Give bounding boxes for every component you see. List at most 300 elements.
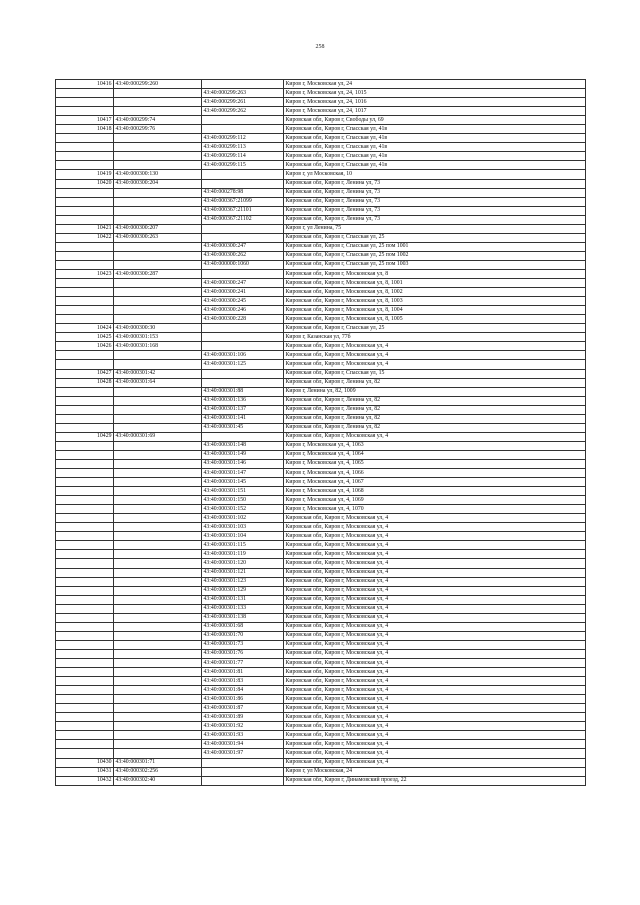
row-number <box>56 414 114 423</box>
table-row <box>56 686 586 695</box>
table-row <box>56 568 586 577</box>
table-row <box>56 396 586 405</box>
row-number <box>56 215 114 224</box>
sub-cadastral-number: 43:40:000299:113 <box>202 143 284 152</box>
address: Кировская обл, Киров г, Спасская ул, 41в <box>284 125 586 134</box>
cadastral-number: 43:40:000301:64 <box>114 378 202 387</box>
row-number <box>56 405 114 414</box>
row-number <box>56 595 114 604</box>
sub-cadastral-number: 43:40:000301:94 <box>202 740 284 749</box>
row-number <box>56 541 114 550</box>
cadastral-number <box>114 360 202 369</box>
row-number: 10417 <box>56 116 114 125</box>
cadastral-number: 43:40:000299:74 <box>114 116 202 125</box>
row-number: 10418 <box>56 125 114 134</box>
table-row <box>56 80 586 89</box>
table-row <box>56 459 586 468</box>
sub-cadastral-number: 43:40:000301:87 <box>202 704 284 713</box>
table-row <box>56 722 586 731</box>
row-number <box>56 640 114 649</box>
row-number <box>56 659 114 668</box>
row-number <box>56 505 114 514</box>
row-number: 10423 <box>56 269 114 278</box>
row-number: 10427 <box>56 369 114 378</box>
row-number: 10432 <box>56 776 114 785</box>
row-number: 10420 <box>56 179 114 188</box>
row-number <box>56 387 114 396</box>
address: Кировская обл, Киров г, Московская ул, 4 <box>284 758 586 767</box>
row-number <box>56 568 114 577</box>
sub-cadastral-number: 43:40:000301:68 <box>202 622 284 631</box>
row-number: 10422 <box>56 233 114 242</box>
cadastral-number <box>114 631 202 640</box>
address: Кировская обл, Киров г, Московская ул, 4 <box>284 432 586 441</box>
sub-cadastral-number <box>202 342 284 351</box>
row-number <box>56 550 114 559</box>
row-number: 10426 <box>56 342 114 351</box>
cadastral-number <box>114 695 202 704</box>
address: Кировская обл, Киров г, Московская ул, 8, 1001 <box>284 279 586 288</box>
sub-cadastral-number: 43:40:000301:148 <box>202 441 284 450</box>
table-row <box>56 622 586 631</box>
address: Кировская обл, Киров г, Московская ул, 4 <box>284 613 586 622</box>
address: Кировская обл, Киров г, Ленина ул, 73 <box>284 215 586 224</box>
table-row <box>56 179 586 188</box>
table-row <box>56 224 586 233</box>
sub-cadastral-number: 43:40:000301:45 <box>202 423 284 432</box>
sub-cadastral-number: 43:40:000299:112 <box>202 134 284 143</box>
sub-cadastral-number: 43:40:000300:246 <box>202 306 284 315</box>
address: Киров г, Московская ул, 4, 1069 <box>284 496 586 505</box>
cadastral-number <box>114 459 202 468</box>
table-row <box>56 315 586 324</box>
table-row <box>56 767 586 776</box>
table-row <box>56 342 586 351</box>
address: Кировская обл, Киров г, Московская ул, 8, 1002 <box>284 288 586 297</box>
sub-cadastral-number: 43:40:000367:21101 <box>202 206 284 215</box>
address: Кировская обл, Киров г, Московская ул, 4 <box>284 360 586 369</box>
row-number <box>56 107 114 116</box>
table-row <box>56 631 586 640</box>
table-row <box>56 649 586 658</box>
row-number <box>56 604 114 613</box>
table-row <box>56 351 586 360</box>
row-number <box>56 197 114 206</box>
address: Кировская обл, Киров г, Московская ул, 4 <box>284 740 586 749</box>
address: Кировская обл, Киров г, Московская ул, 8, 1004 <box>284 306 586 315</box>
table-row <box>56 668 586 677</box>
row-number: 10425 <box>56 333 114 342</box>
address: Кировская обл, Киров г, Московская ул, 4 <box>284 640 586 649</box>
table-row <box>56 532 586 541</box>
row-number <box>56 686 114 695</box>
row-number <box>56 749 114 758</box>
table-row <box>56 514 586 523</box>
row-number <box>56 514 114 523</box>
row-number <box>56 731 114 740</box>
row-number <box>56 523 114 532</box>
address: Киров г, Ленина ул, 82, 1009 <box>284 387 586 396</box>
sub-cadastral-number: 43:40:000301:133 <box>202 604 284 613</box>
cadastral-number: 43:40:000302:256 <box>114 767 202 776</box>
row-number <box>56 487 114 496</box>
address: Кировская обл, Киров г, Ленина ул, 82 <box>284 378 586 387</box>
address: Кировская обл, Киров г, Московская ул, 4 <box>284 713 586 722</box>
cadastral-number <box>114 677 202 686</box>
table-row <box>56 613 586 622</box>
cadastral-number <box>114 640 202 649</box>
table-row <box>56 306 586 315</box>
cadastral-number: 43:40:000301:69 <box>114 432 202 441</box>
address: Кировская обл, Киров г, Московская ул, 8 <box>284 269 586 278</box>
cadastral-number <box>114 595 202 604</box>
address: Киров г, ул Московская, 10 <box>284 170 586 179</box>
sub-cadastral-number: 43:40:000300:247 <box>202 242 284 251</box>
table-row <box>56 695 586 704</box>
sub-cadastral-number: 43:40:000299:263 <box>202 89 284 98</box>
address: Кировская обл, Киров г, Московская ул, 4 <box>284 532 586 541</box>
row-number: 10416 <box>56 80 114 89</box>
cadastral-number <box>114 387 202 396</box>
table-row <box>56 414 586 423</box>
cadastral-number: 43:40:000301:71 <box>114 758 202 767</box>
address: Кировская обл, Киров г, Спасская ул, 25 пом 1002 <box>284 251 586 260</box>
address: Кировская обл, Киров г, Спасская ул, 25 <box>284 324 586 333</box>
table-row <box>56 505 586 514</box>
cadastral-number <box>114 559 202 568</box>
row-number <box>56 532 114 541</box>
cadastral-number <box>114 523 202 532</box>
cadastral-number: 43:40:000300:30 <box>114 324 202 333</box>
address: Кировская обл, Киров г, Московская ул, 4 <box>284 523 586 532</box>
row-number <box>56 242 114 251</box>
cadastral-number <box>114 242 202 251</box>
address: Кировская обл, Киров г, Спасская ул, 41в <box>284 143 586 152</box>
address: Кировская обл, Киров г, Московская ул, 4 <box>284 550 586 559</box>
cadastral-number: 43:40:000301:153 <box>114 333 202 342</box>
address: Киров г, Московская ул, 4, 1067 <box>284 478 586 487</box>
cadastral-number <box>114 152 202 161</box>
row-number <box>56 251 114 260</box>
address: Кировская обл, Киров г, Московская ул, 4 <box>284 749 586 758</box>
row-number: 10429 <box>56 432 114 441</box>
table-row <box>56 360 586 369</box>
sub-cadastral-number: 43:40:000300:241 <box>202 288 284 297</box>
row-number <box>56 351 114 360</box>
row-number <box>56 188 114 197</box>
row-number <box>56 713 114 722</box>
cadastral-number <box>114 306 202 315</box>
address: Киров г, Московская ул, 4, 1063 <box>284 441 586 450</box>
table-row <box>56 215 586 224</box>
row-number: 10428 <box>56 378 114 387</box>
table-row <box>56 758 586 767</box>
cadastral-number <box>114 586 202 595</box>
address: Кировская обл, Киров г, Спасская ул, 41в <box>284 152 586 161</box>
address: Киров г, Московская ул, 24 <box>284 80 586 89</box>
sub-cadastral-number: 43:40:000301:152 <box>202 505 284 514</box>
address: Кировская обл, Киров г, Московская ул, 4 <box>284 586 586 595</box>
address: Кировская обл, Киров г, Спасская ул, 25 пом 1001 <box>284 242 586 251</box>
address: Кировская обл, Киров г, Спасская ул, 41в <box>284 161 586 170</box>
table-row <box>56 487 586 496</box>
sub-cadastral-number: 43:40:000301:151 <box>202 487 284 496</box>
sub-cadastral-number <box>202 233 284 242</box>
table-row <box>56 659 586 668</box>
table-row <box>56 432 586 441</box>
cadastral-number <box>114 315 202 324</box>
table-row <box>56 143 586 152</box>
sub-cadastral-number <box>202 269 284 278</box>
table-row <box>56 152 586 161</box>
address: Киров г, Московская ул, 4, 1066 <box>284 469 586 478</box>
row-number <box>56 396 114 405</box>
address: Кировская обл, Киров г, Московская ул, 4 <box>284 559 586 568</box>
address: Кировская обл, Киров г, Московская ул, 4 <box>284 631 586 640</box>
cadastral-number <box>114 659 202 668</box>
sub-cadastral-number <box>202 80 284 89</box>
address: Киров г, Московская ул, 4, 1064 <box>284 450 586 459</box>
cadastral-number <box>114 577 202 586</box>
row-number: 10421 <box>56 224 114 233</box>
address: Кировская обл, Киров г, Ленина ул, 73 <box>284 197 586 206</box>
row-number: 10419 <box>56 170 114 179</box>
cadastral-number <box>114 496 202 505</box>
sub-cadastral-number: 43:40:000301:149 <box>202 450 284 459</box>
row-number <box>56 668 114 677</box>
cadastral-number <box>114 134 202 143</box>
cadastral-number <box>114 749 202 758</box>
address: Кировская обл, Киров г, Динамовский проезд, 22 <box>284 776 586 785</box>
cadastral-number <box>114 143 202 152</box>
cadastral-number <box>114 478 202 487</box>
row-number <box>56 143 114 152</box>
sub-cadastral-number: 43:40:000301:77 <box>202 659 284 668</box>
sub-cadastral-number: 43:40:000300:262 <box>202 251 284 260</box>
address: Кировская обл, Киров г, Свободы ул, 69 <box>284 116 586 125</box>
sub-cadastral-number: 43:40:000301:138 <box>202 613 284 622</box>
sub-cadastral-number: 43:40:000301:123 <box>202 577 284 586</box>
sub-cadastral-number: 43:40:000367:21102 <box>202 215 284 224</box>
table-row <box>56 586 586 595</box>
sub-cadastral-number: 43:40:000299:261 <box>202 98 284 107</box>
table-row <box>56 134 586 143</box>
table-row <box>56 523 586 532</box>
sub-cadastral-number: 43:40:000301:93 <box>202 731 284 740</box>
row-number: 10430 <box>56 758 114 767</box>
page-number: 258 <box>315 44 325 50</box>
row-number <box>56 315 114 324</box>
sub-cadastral-number: 43:40:000301:70 <box>202 631 284 640</box>
sub-cadastral-number <box>202 767 284 776</box>
address: Киров г, Московская ул, 4, 1070 <box>284 505 586 514</box>
sub-cadastral-number <box>202 333 284 342</box>
cadastral-number: 43:40:000301:42 <box>114 369 202 378</box>
sub-cadastral-number: 43:40:000301:137 <box>202 405 284 414</box>
cadastral-number <box>114 197 202 206</box>
table-row <box>56 378 586 387</box>
sub-cadastral-number: 43:40:000301:141 <box>202 414 284 423</box>
table-row <box>56 269 586 278</box>
address: Киров г, ул Ленина, 75 <box>284 224 586 233</box>
cadastral-number <box>114 604 202 613</box>
cadastral-number <box>114 423 202 432</box>
sub-cadastral-number: 43:40:000301:150 <box>202 496 284 505</box>
row-number: 10431 <box>56 767 114 776</box>
row-number <box>56 423 114 432</box>
row-number <box>56 288 114 297</box>
row-number <box>56 649 114 658</box>
address: Кировская обл, Киров г, Московская ул, 4 <box>284 342 586 351</box>
cadastral-number <box>114 740 202 749</box>
table-row <box>56 405 586 414</box>
sub-cadastral-number <box>202 224 284 233</box>
row-number <box>56 469 114 478</box>
address: Кировская обл, Киров г, Московская ул, 4 <box>284 577 586 586</box>
cadastral-number <box>114 722 202 731</box>
address: Кировская обл, Киров г, Ленина ул, 73 <box>284 179 586 188</box>
address: Кировская обл, Киров г, Московская ул, 4 <box>284 541 586 550</box>
row-number <box>56 152 114 161</box>
sub-cadastral-number: 43:40:000301:119 <box>202 550 284 559</box>
row-number <box>56 98 114 107</box>
cadastral-number <box>114 414 202 423</box>
table-row <box>56 89 586 98</box>
sub-cadastral-number: 43:40:000301:147 <box>202 469 284 478</box>
address: Кировская обл, Киров г, Московская ул, 4 <box>284 568 586 577</box>
sub-cadastral-number: 43:40:000299:115 <box>202 161 284 170</box>
cadastral-number <box>114 613 202 622</box>
row-number <box>56 577 114 586</box>
address: Кировская обл, Киров г, Московская ул, 4 <box>284 722 586 731</box>
cadastral-number <box>114 505 202 514</box>
table-row <box>56 740 586 749</box>
row-number <box>56 695 114 704</box>
register-table <box>55 79 586 786</box>
address: Кировская обл, Киров г, Ленина ул, 82 <box>284 396 586 405</box>
cadastral-number: 43:40:000300:287 <box>114 269 202 278</box>
address: Кировская обл, Киров г, Московская ул, 4 <box>284 659 586 668</box>
address: Кировская обл, Киров г, Ленина ул, 73 <box>284 206 586 215</box>
table-row <box>56 279 586 288</box>
sub-cadastral-number: 43:40:000301:88 <box>202 387 284 396</box>
cadastral-number <box>114 351 202 360</box>
row-number <box>56 89 114 98</box>
address: Кировская обл, Киров г, Московская ул, 4 <box>284 704 586 713</box>
sub-cadastral-number <box>202 378 284 387</box>
sub-cadastral-number: 43:40:000301:131 <box>202 595 284 604</box>
table-row <box>56 731 586 740</box>
table-row <box>56 251 586 260</box>
table-row <box>56 713 586 722</box>
table-row <box>56 233 586 242</box>
table-row <box>56 478 586 487</box>
cadastral-number: 43:40:000300:204 <box>114 179 202 188</box>
cadastral-number <box>114 731 202 740</box>
address: Киров г, Московская ул, 24, 1015 <box>284 89 586 98</box>
row-number <box>56 459 114 468</box>
row-number <box>56 478 114 487</box>
address: Кировская обл, Киров г, Московская ул, 4 <box>284 695 586 704</box>
table-row <box>56 333 586 342</box>
cadastral-number <box>114 704 202 713</box>
cadastral-number <box>114 89 202 98</box>
cadastral-number <box>114 396 202 405</box>
sub-cadastral-number <box>202 758 284 767</box>
cadastral-number <box>114 161 202 170</box>
table-row <box>56 197 586 206</box>
cadastral-number <box>114 649 202 658</box>
row-number <box>56 559 114 568</box>
cadastral-number <box>114 288 202 297</box>
sub-cadastral-number <box>202 369 284 378</box>
row-number <box>56 441 114 450</box>
sub-cadastral-number: 43:40:000367:21099 <box>202 197 284 206</box>
table-row <box>56 161 586 170</box>
address: Кировская обл, Киров г, Спасская ул, 25 пом 1003 <box>284 260 586 269</box>
cadastral-number <box>114 622 202 631</box>
sub-cadastral-number: 43:40:000301:86 <box>202 695 284 704</box>
row-number <box>56 206 114 215</box>
table-row <box>56 640 586 649</box>
row-number <box>56 360 114 369</box>
sub-cadastral-number: 43:40:000301:145 <box>202 478 284 487</box>
cadastral-number <box>114 251 202 260</box>
address: Кировская обл, Киров г, Московская ул, 4 <box>284 731 586 740</box>
row-number <box>56 260 114 269</box>
table-row <box>56 387 586 396</box>
row-number <box>56 613 114 622</box>
row-number <box>56 496 114 505</box>
row-number <box>56 586 114 595</box>
table-row <box>56 749 586 758</box>
table-row <box>56 559 586 568</box>
table-row <box>56 98 586 107</box>
table-row <box>56 577 586 586</box>
cadastral-number <box>114 107 202 116</box>
cadastral-number <box>114 260 202 269</box>
address: Кировская обл, Киров г, Московская ул, 4 <box>284 514 586 523</box>
address: Кировская обл, Киров г, Московская ул, 4 <box>284 604 586 613</box>
table-row <box>56 776 586 785</box>
cadastral-number <box>114 98 202 107</box>
sub-cadastral-number: 43:40:000301:89 <box>202 713 284 722</box>
cadastral-number <box>114 441 202 450</box>
cadastral-number <box>114 215 202 224</box>
sub-cadastral-number <box>202 116 284 125</box>
row-number <box>56 631 114 640</box>
address: Кировская обл, Киров г, Спасская ул, 25 <box>284 233 586 242</box>
table-row <box>56 125 586 134</box>
sub-cadastral-number: 43:40:000301:102 <box>202 514 284 523</box>
sub-cadastral-number: 43:40:000301:103 <box>202 523 284 532</box>
table-row <box>56 116 586 125</box>
cadastral-number <box>114 450 202 459</box>
sub-cadastral-number: 43:40:000278:98 <box>202 188 284 197</box>
address: Киров г, Московская ул, 24, 1016 <box>284 98 586 107</box>
table-row <box>56 469 586 478</box>
sub-cadastral-number: 43:40:000301:97 <box>202 749 284 758</box>
address: Кировская обл, Киров г, Московская ул, 8, 1003 <box>284 297 586 306</box>
table-row <box>56 369 586 378</box>
sub-cadastral-number: 43:40:000301:73 <box>202 640 284 649</box>
cadastral-number <box>114 279 202 288</box>
address: Кировская обл, Киров г, Московская ул, 4 <box>284 677 586 686</box>
table-row <box>56 550 586 559</box>
sub-cadastral-number <box>202 432 284 441</box>
cadastral-number <box>114 469 202 478</box>
sub-cadastral-number: 43:40:000301:146 <box>202 459 284 468</box>
